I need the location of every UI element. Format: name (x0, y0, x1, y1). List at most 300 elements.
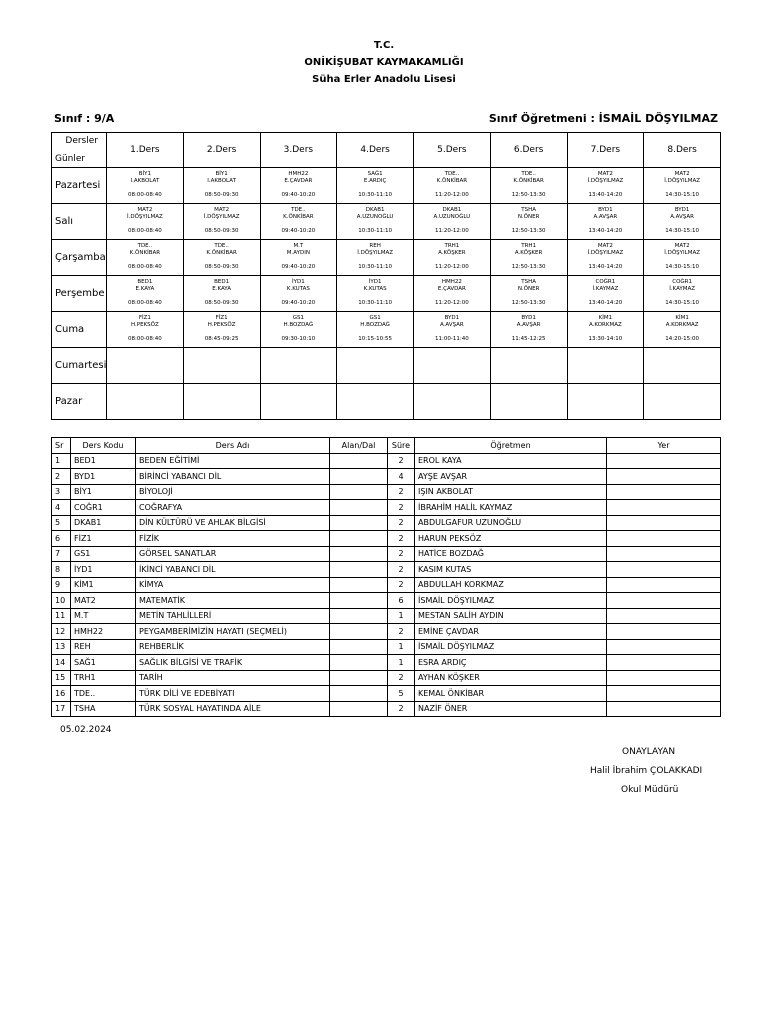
course-branch (330, 453, 388, 469)
header-country: T.C. (373, 40, 395, 51)
course-row (52, 608, 721, 624)
course-teacher: HATİCE BOZDAĞ (415, 546, 607, 562)
course-name: SAĞLIK BİLGİSİ VE TRAFİK (136, 655, 330, 671)
course-branch (330, 577, 388, 593)
lesson-code: SAĞ1 (367, 171, 383, 177)
lesson-time: 14:30-15:10 (665, 228, 699, 234)
course-code: KİM1 (71, 577, 136, 593)
lesson-time: 10:30-11:10 (358, 264, 392, 270)
lesson-cell (260, 348, 337, 384)
course-row (52, 639, 721, 655)
lesson-teacher: E.ÇAVDAR (284, 178, 313, 184)
course-teacher: ABDULGAFUR UZUNOĞLU (415, 515, 607, 531)
lesson-time: 13:40-14:20 (588, 300, 623, 306)
class-teacher-label: Sınıf Öğretmeni : İSMAİL DÖŞYILMAZ (488, 112, 718, 125)
lesson-cell (107, 312, 184, 348)
course-teacher: KEMAL ÖNKİBAR (415, 686, 607, 702)
course-teacher: NAZİF ÖNER (415, 701, 607, 717)
col-course-code: Ders Kodu (71, 438, 136, 454)
lesson-code: KİM1 (598, 315, 613, 321)
period-header: 1.Ders (107, 133, 184, 168)
lesson-cell (414, 276, 491, 312)
day-label: Pazartesi (52, 168, 107, 204)
lesson-code: TDE.. (214, 243, 229, 249)
course-name: BEDEN EĞİTİMİ (136, 453, 330, 469)
lesson-cell (567, 312, 644, 348)
lesson-code: GS1 (369, 315, 381, 321)
lesson-code: TRH1 (521, 243, 537, 249)
lesson-code: BİY1 (138, 171, 151, 177)
lesson-teacher: H.BOZDAĞ (283, 322, 314, 328)
course-code: COĞR1 (71, 500, 136, 516)
lesson-cell (414, 384, 491, 420)
lesson-teacher: İ.DÖŞYILMAZ (587, 178, 624, 184)
lesson-time: 14:20-15:00 (665, 336, 699, 342)
lesson-code: TSHA (521, 207, 536, 213)
timetable-row (52, 312, 721, 348)
course-branch (330, 670, 388, 686)
lesson-code: İYD1 (292, 279, 305, 285)
lesson-teacher: İ.KAYMAZ (669, 286, 696, 292)
lesson-cell (337, 204, 414, 240)
lesson-code: TDE.. (137, 243, 153, 249)
timetable-row (52, 348, 721, 384)
lesson-cell (183, 240, 260, 276)
course-duration: 2 (388, 546, 415, 562)
lesson-teacher: A.KORKMAZ (588, 322, 622, 328)
course-code: İYD1 (71, 562, 136, 578)
course-duration: 1 (388, 639, 415, 655)
lesson-cell (183, 276, 260, 312)
lesson-time: 08:50-09:30 (204, 264, 239, 270)
course-code: GS1 (71, 546, 136, 562)
course-duration: 2 (388, 562, 415, 578)
approver-title: Okul Müdürü (621, 785, 679, 795)
lesson-cell (490, 384, 567, 420)
course-row (52, 562, 721, 578)
course-code: TDE.. (71, 686, 136, 702)
course-row (52, 453, 721, 469)
course-code: BED1 (71, 453, 136, 469)
course-sr: 5 (52, 515, 71, 531)
period-header: 2.Ders (183, 133, 260, 168)
lesson-time: 11:45-12:25 (511, 336, 546, 342)
lesson-teacher: H.PEKSÖZ (130, 322, 159, 328)
period-header: 4.Ders (337, 133, 414, 168)
course-name: İKİNCİ YABANCI DİL (136, 562, 330, 578)
course-duration: 2 (388, 515, 415, 531)
lesson-code: BED1 (214, 279, 230, 285)
lesson-teacher: E.KAYA (212, 286, 231, 292)
lesson-cell (337, 168, 414, 204)
lesson-time: 09:40-10:20 (281, 228, 316, 234)
timetable-corner (52, 133, 107, 168)
lesson-teacher: İ.DÖŞYILMAZ (127, 214, 163, 220)
day-label: Perşembe (52, 276, 107, 312)
lesson-time: 09:30-10:10 (281, 336, 316, 342)
course-name: PEYGAMBERİMİZİN HAYATI (SEÇMELİ) (136, 624, 330, 640)
course-teacher: İSMAİL DÖŞYILMAZ (415, 593, 607, 609)
lesson-cell (644, 384, 721, 420)
lesson-teacher: İ.DÖŞYILMAZ (664, 178, 700, 184)
lesson-cell (260, 204, 337, 240)
course-teacher: AYŞE AVŞAR (415, 469, 607, 485)
lesson-code: COĞR1 (672, 279, 692, 285)
lesson-cell (183, 384, 260, 420)
course-branch (330, 484, 388, 500)
course-branch (330, 608, 388, 624)
lesson-code: DKAB1 (365, 207, 385, 213)
course-place (607, 469, 721, 485)
day-label: Pazar (52, 384, 107, 420)
lesson-cell (260, 168, 337, 204)
course-place (607, 546, 721, 562)
col-branch: Alan/Dal (330, 438, 388, 454)
lesson-teacher: A.UZUNOĞLU (433, 214, 471, 220)
course-place (607, 701, 721, 717)
corner-lessons-label: Dersler (65, 136, 98, 146)
lesson-teacher: H.PEKSÖZ (207, 322, 236, 328)
lesson-cell (337, 348, 414, 384)
course-duration: 2 (388, 701, 415, 717)
header-school: Süha Erler Anadolu Lisesi (312, 74, 456, 85)
lesson-time: 11:20-12:00 (435, 264, 469, 270)
lesson-time: 11:20-12:00 (435, 300, 469, 306)
course-code: HMH22 (71, 624, 136, 640)
lesson-teacher: K.ÖNKİBAR (206, 250, 237, 256)
lesson-code: BİY1 (215, 171, 228, 177)
lesson-teacher: N.ÖNER (517, 286, 540, 292)
lesson-time: 12:50-13:30 (511, 300, 546, 306)
corner-days-label: Günler (55, 154, 86, 164)
lesson-cell (337, 384, 414, 420)
lesson-cell (644, 348, 721, 384)
lesson-cell (490, 240, 567, 276)
course-code: SAĞ1 (71, 655, 136, 671)
course-place (607, 562, 721, 578)
course-place (607, 655, 721, 671)
course-sr: 6 (52, 531, 71, 547)
course-row (52, 686, 721, 702)
course-place (607, 577, 721, 593)
course-sr: 10 (52, 593, 71, 609)
lesson-code: BYD1 (674, 207, 690, 213)
course-duration: 2 (388, 670, 415, 686)
lesson-time: 14:30-15:10 (665, 300, 699, 306)
lesson-teacher: A.KORKMAZ (665, 322, 699, 328)
period-header: 3.Ders (260, 133, 337, 168)
course-place (607, 608, 721, 624)
timetable-header-row (52, 133, 721, 168)
lesson-teacher: E.ÇAVDAR (437, 286, 466, 292)
course-branch (330, 655, 388, 671)
lesson-code: DKAB1 (442, 207, 462, 213)
course-branch (330, 624, 388, 640)
lesson-time: 09:40-10:20 (281, 192, 316, 198)
approver-name: Halil İbrahim ÇOLAKKADI (590, 766, 703, 776)
course-header-row (52, 438, 721, 454)
lesson-cell (260, 276, 337, 312)
lesson-cell (107, 204, 184, 240)
lesson-cell (414, 348, 491, 384)
lesson-teacher: İ.DÖŞYILMAZ (664, 250, 700, 256)
lesson-code: KİM1 (675, 315, 689, 321)
course-place (607, 531, 721, 547)
lesson-time: 11:00-11:40 (435, 336, 469, 342)
header-authority: ONİKİŞUBAT KAYMAKAMLIĞI (304, 57, 464, 68)
col-duration: Süre (388, 438, 415, 454)
lesson-code: BYD1 (444, 315, 460, 321)
lesson-cell (644, 276, 721, 312)
course-duration: 2 (388, 531, 415, 547)
course-teacher: EROL KAYA (415, 453, 607, 469)
course-row (52, 515, 721, 531)
lesson-teacher: İ.DÖŞYILMAZ (587, 250, 624, 256)
course-row (52, 701, 721, 717)
lesson-teacher: K.ÖNKİBAR (436, 178, 468, 184)
lesson-time: 11:20-12:00 (435, 192, 469, 198)
lesson-teacher: A.AVŞAR (670, 214, 694, 220)
lesson-teacher: A.KÖŞKER (438, 250, 466, 256)
lesson-teacher: M.AYDIN (286, 250, 310, 256)
course-place (607, 484, 721, 500)
course-teacher: IŞIN AKBOLAT (415, 484, 607, 500)
course-branch (330, 701, 388, 717)
lesson-cell (567, 276, 644, 312)
course-sr: 13 (52, 639, 71, 655)
course-row (52, 546, 721, 562)
lesson-cell (490, 204, 567, 240)
course-teacher: HARUN PEKSÖZ (415, 531, 607, 547)
course-row (52, 593, 721, 609)
lesson-cell (107, 168, 184, 204)
lesson-time: 13:40-14:20 (588, 264, 623, 270)
lesson-time: 08:00-08:40 (128, 192, 162, 198)
day-label: Cuma (52, 312, 107, 348)
period-header: 8.Ders (644, 133, 721, 168)
lesson-cell (567, 168, 644, 204)
lesson-cell (260, 384, 337, 420)
period-header: 7.Ders (567, 133, 644, 168)
class-label: Sınıf : 9/A (54, 112, 115, 125)
course-teacher: İSMAİL DÖŞYILMAZ (415, 639, 607, 655)
lesson-code: FİZ1 (215, 315, 228, 321)
course-name: TARİH (136, 670, 330, 686)
lesson-teacher: A.AVŞAR (439, 322, 464, 328)
lesson-teacher: A.AVŞAR (593, 214, 618, 220)
course-row (52, 655, 721, 671)
lesson-time: 08:00-08:40 (128, 336, 162, 342)
lesson-cell (337, 312, 414, 348)
course-teacher: ESRA ARDIÇ (415, 655, 607, 671)
course-code: REH (71, 639, 136, 655)
lesson-cell (644, 168, 721, 204)
lesson-teacher: H.BOZDAĞ (360, 322, 390, 328)
document-date: 05.02.2024 (60, 725, 112, 735)
lesson-cell (567, 348, 644, 384)
lesson-teacher: E.KAYA (135, 286, 155, 292)
weekly-timetable (51, 132, 721, 420)
col-teacher: Öğretmen (415, 438, 607, 454)
lesson-teacher: İ.DÖŞYILMAZ (203, 214, 240, 220)
course-name: TÜRK DİLİ VE EDEBİYATI (136, 686, 330, 702)
course-code: MAT2 (71, 593, 136, 609)
lesson-cell (107, 240, 184, 276)
lesson-time: 10:30-11:10 (358, 300, 392, 306)
lesson-time: 08:50-09:30 (204, 228, 239, 234)
lesson-time: 10:30-11:10 (358, 228, 392, 234)
course-sr: 11 (52, 608, 71, 624)
lesson-time: 14:30-15:10 (665, 264, 699, 270)
lesson-code: TRH1 (444, 243, 460, 249)
lesson-cell (337, 240, 414, 276)
timetable-row (52, 204, 721, 240)
course-name: GÖRSEL SANATLAR (136, 546, 330, 562)
lesson-teacher: N.ÖNER (517, 214, 540, 220)
day-label: Cumartesi (52, 348, 107, 384)
lesson-code: BED1 (137, 279, 153, 285)
course-branch (330, 546, 388, 562)
lesson-teacher: A.UZUNOĞLU (356, 214, 394, 220)
course-row (52, 469, 721, 485)
course-code: TSHA (71, 701, 136, 717)
course-code: BYD1 (71, 469, 136, 485)
course-row (52, 500, 721, 516)
lesson-code: TSHA (521, 279, 536, 285)
lesson-time: 13:40-14:20 (588, 228, 623, 234)
course-sr: 15 (52, 670, 71, 686)
course-code: M.T (71, 608, 136, 624)
lesson-cell (644, 240, 721, 276)
course-place (607, 515, 721, 531)
course-sr: 7 (52, 546, 71, 562)
course-code: DKAB1 (71, 515, 136, 531)
course-sr: 16 (52, 686, 71, 702)
lesson-code: HMH22 (288, 171, 309, 177)
lesson-teacher: I.AKBOLAT (207, 178, 236, 184)
lesson-time: 09:40-10:20 (281, 264, 316, 270)
course-sr: 1 (52, 453, 71, 469)
period-header: 6.Ders (490, 133, 567, 168)
lesson-code: COĞR1 (595, 279, 616, 285)
lesson-teacher: K.KUTAS (363, 286, 387, 292)
lesson-teacher: A.AVŞAR (516, 322, 541, 328)
lesson-cell (183, 348, 260, 384)
course-name: REHBERLİK (136, 639, 330, 655)
course-duration: 6 (388, 593, 415, 609)
lesson-time: 08:00-08:40 (128, 264, 162, 270)
lesson-code: MAT2 (674, 243, 690, 249)
lesson-code: TDE.. (444, 171, 460, 177)
course-duration: 4 (388, 469, 415, 485)
lesson-code: BYD1 (521, 315, 536, 321)
course-branch (330, 469, 388, 485)
timetable-row (52, 168, 721, 204)
lesson-time: 09:40-10:20 (281, 300, 316, 306)
lesson-time: 13:30-14:10 (588, 336, 623, 342)
course-row (52, 624, 721, 640)
course-place (607, 670, 721, 686)
period-header: 5.Ders (414, 133, 491, 168)
lesson-cell (183, 204, 260, 240)
course-code: FİZ1 (71, 531, 136, 547)
course-duration: 1 (388, 608, 415, 624)
course-code: TRH1 (71, 670, 136, 686)
lesson-code: MAT2 (674, 171, 690, 177)
lesson-cell (107, 348, 184, 384)
lesson-cell (107, 276, 184, 312)
lesson-time: 08:50-09:30 (204, 192, 239, 198)
lesson-cell (260, 312, 337, 348)
lesson-teacher: İ.KAYMAZ (592, 286, 619, 292)
lesson-time: 14:30-15:10 (665, 192, 699, 198)
lesson-time: 08:45-09:25 (204, 336, 239, 342)
lesson-time: 08:50-09:30 (204, 300, 239, 306)
course-sr: 4 (52, 500, 71, 516)
course-branch (330, 531, 388, 547)
course-duration: 2 (388, 577, 415, 593)
course-name: COĞRAFYA (136, 500, 330, 516)
course-place (607, 624, 721, 640)
course-sr: 8 (52, 562, 71, 578)
lesson-cell (183, 312, 260, 348)
course-place (607, 639, 721, 655)
lesson-code: TDE.. (521, 171, 536, 177)
lesson-code: FİZ1 (138, 315, 151, 321)
course-name: DİN KÜLTÜRÜ VE AHLAK BİLGİSİ (136, 515, 330, 531)
lesson-cell (644, 204, 721, 240)
lesson-cell (490, 168, 567, 204)
course-name: FİZİK (136, 531, 330, 547)
lesson-teacher: K.ÖNKİBAR (513, 178, 544, 184)
course-teacher: MESTAN SALİH AYDIN (415, 608, 607, 624)
course-code: BİY1 (71, 484, 136, 500)
lesson-teacher: A.KÖŞKER (514, 250, 543, 256)
lesson-cell (414, 204, 491, 240)
course-teacher: EMİNE ÇAVDAR (415, 624, 607, 640)
lesson-cell (567, 240, 644, 276)
course-name: BİYOLOJİ (136, 484, 330, 500)
lesson-cell (337, 276, 414, 312)
lesson-teacher: I.AKBOLAT (130, 178, 160, 184)
lesson-teacher: E.ARDIÇ (363, 178, 387, 184)
lesson-code: TDE.. (291, 207, 306, 213)
course-branch (330, 639, 388, 655)
col-sr: Sr (52, 438, 71, 454)
course-sr: 12 (52, 624, 71, 640)
timetable-row (52, 240, 721, 276)
course-name: TÜRK SOSYAL HAYATINDA AİLE (136, 701, 330, 717)
course-place (607, 500, 721, 516)
lesson-cell (567, 384, 644, 420)
course-duration: 5 (388, 686, 415, 702)
lesson-code: MAT2 (214, 207, 230, 213)
approval-label: ONAYLAYAN (622, 747, 676, 757)
course-sr: 9 (52, 577, 71, 593)
course-name: KİMYA (136, 577, 330, 593)
lesson-cell (644, 312, 721, 348)
course-sr: 17 (52, 701, 71, 717)
lesson-cell (260, 240, 337, 276)
lesson-code: MAT2 (597, 171, 613, 177)
lesson-time: 08:00-08:40 (128, 228, 162, 234)
course-list-table (51, 437, 721, 717)
lesson-code: MAT2 (597, 243, 613, 249)
course-duration: 2 (388, 453, 415, 469)
lesson-cell (414, 240, 491, 276)
course-row (52, 670, 721, 686)
lesson-code: MAT2 (137, 207, 153, 213)
